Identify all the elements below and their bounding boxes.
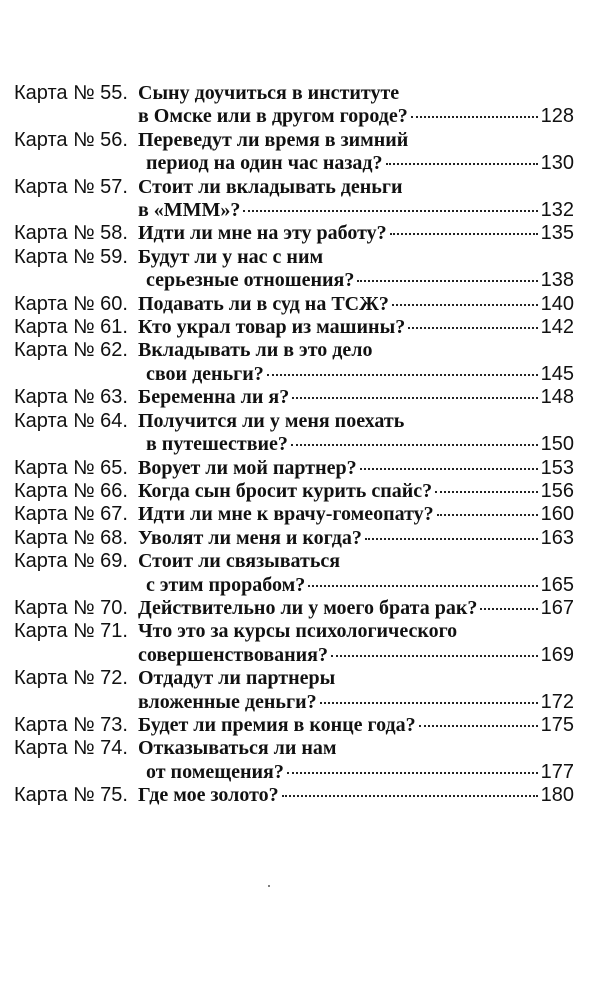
toc-entry-title — [138, 222, 574, 245]
toc-entry — [14, 339, 574, 386]
toc-entry-final-line — [138, 457, 574, 480]
dot-leader — [287, 772, 538, 774]
toc-entry-final-line — [138, 433, 574, 456]
page-number: 128 — [540, 105, 574, 128]
toc-entry-title — [138, 410, 574, 457]
toc-entry-title-text: Подавать ли в суд на ТСЖ? — [138, 292, 389, 315]
toc-entry — [14, 386, 574, 409]
toc-entry-label: Карта № 71. — [14, 620, 128, 643]
toc-entry-title-text: период на один час назад? — [146, 152, 383, 175]
dot-leader — [392, 304, 538, 306]
toc-entry-title — [138, 316, 574, 339]
toc-entry-label: Карта № 67. — [14, 503, 128, 526]
toc-entry — [14, 737, 574, 784]
toc-entry-title-line: Отдадут ли партнеры — [138, 667, 336, 690]
dot-leader — [408, 327, 537, 329]
toc-entry — [14, 410, 574, 457]
toc-entry-label: Карта № 72. — [14, 667, 128, 690]
toc-entry-title-text: от помещения? — [146, 760, 284, 783]
page-number: 163 — [540, 526, 574, 549]
toc-entry-label: Карта № 74. — [14, 737, 128, 760]
toc-entry-final-line — [138, 222, 574, 245]
toc-entry-title-text: Будет ли премия в конце года? — [138, 713, 416, 736]
page-number: 177 — [540, 760, 574, 783]
toc-entry — [14, 129, 574, 176]
dot-leader — [435, 491, 537, 493]
toc-entry-title — [138, 246, 574, 293]
toc-entry-final-line — [138, 316, 574, 339]
toc-entry-title-text: Идти ли мне к врачу-гомеопату? — [138, 503, 434, 526]
page-number: 145 — [540, 362, 574, 385]
toc-entry-label: Карта № 55. — [14, 82, 128, 104]
toc-entry-title — [138, 667, 574, 714]
toc-entry-title — [138, 386, 574, 409]
toc-entry-title-text: в «МММ»? — [138, 199, 241, 222]
toc-entry-title — [138, 527, 574, 550]
dot-leader — [480, 608, 537, 610]
toc-entry-label: Карта № 56. — [14, 128, 128, 151]
toc-entry — [14, 457, 574, 480]
toc-entry-label: Карта № 66. — [14, 479, 128, 502]
page-number: 140 — [540, 292, 574, 315]
toc-entry-label: Карта № 62. — [14, 339, 128, 362]
toc-entry-final-line — [138, 597, 574, 620]
toc-entry-title — [138, 714, 574, 737]
dot-leader — [291, 444, 538, 446]
toc-entry — [14, 176, 574, 223]
toc-entry-final-line — [138, 293, 574, 316]
dot-leader — [386, 163, 538, 165]
toc-entry-title — [138, 457, 574, 480]
toc-entry — [14, 620, 574, 667]
dot-leader — [282, 795, 538, 797]
page-number: 165 — [540, 573, 574, 596]
toc-entry-final-line — [138, 480, 574, 503]
dot-leader — [437, 514, 538, 516]
page-number: 160 — [540, 503, 574, 526]
page-number: 138 — [540, 269, 574, 292]
toc-entry — [14, 293, 574, 316]
page-number: 132 — [540, 199, 574, 222]
toc-entry-title — [138, 550, 574, 597]
toc-entry — [14, 316, 574, 339]
dot-leader — [357, 280, 537, 282]
toc-entry-title-line: Сыну доучиться в институте — [138, 82, 400, 104]
toc-entry-title-line: Стоит ли связываться — [138, 550, 341, 573]
toc-entry-label: Карта № 64. — [14, 409, 128, 432]
toc-entry — [14, 222, 574, 245]
toc-entry — [14, 246, 574, 293]
dot-leader — [243, 210, 537, 212]
toc-entry — [14, 503, 574, 526]
toc-entry-title-text: Идти ли мне на эту работу? — [138, 222, 387, 245]
toc-entry-label: Карта № 68. — [14, 526, 128, 549]
toc-entry — [14, 597, 574, 620]
dot-leader — [331, 655, 538, 657]
toc-entry-final-line — [138, 527, 574, 550]
toc-entry-title-line: Будут ли у нас с ним — [138, 245, 324, 268]
toc-entry-title-text: в путешествие? — [146, 433, 288, 456]
toc-entry — [14, 667, 574, 714]
page-number: 156 — [540, 479, 574, 502]
toc-entry — [14, 82, 574, 129]
toc-entry-title — [138, 129, 574, 176]
toc-entry-title — [138, 620, 574, 667]
page-number: 180 — [540, 784, 574, 807]
toc-entry-title-text: Ворует ли мой партнер? — [138, 456, 357, 479]
toc-entry — [14, 714, 574, 737]
toc-entry-title-text: Действительно ли у моего брата рак? — [138, 596, 478, 619]
toc-entry-final-line — [138, 363, 574, 386]
toc-entry-final-line — [138, 784, 574, 807]
toc-entry-title-line: Что это за курсы психологического — [138, 620, 458, 643]
toc-entry-final-line — [138, 574, 574, 597]
toc-entry-title-line: Вкладывать ли в это дело — [138, 339, 373, 362]
toc-entry-title-text: вложенные деньги? — [138, 690, 317, 713]
toc-entry-title — [138, 737, 574, 784]
toc-entry — [14, 784, 574, 807]
toc-entry-title — [138, 597, 574, 620]
toc-entry-final-line — [138, 644, 574, 667]
toc-entry-label: Карта № 69. — [14, 550, 128, 573]
dot-leader — [419, 725, 538, 727]
dot-leader — [267, 374, 538, 376]
table-of-contents — [14, 82, 574, 808]
toc-entry-label: Карта № 57. — [14, 175, 128, 198]
toc-entry-title — [138, 339, 574, 386]
toc-entry-title — [138, 503, 574, 526]
page-number: 148 — [540, 386, 574, 409]
toc-entry-title-text: свои деньги? — [146, 362, 264, 385]
toc-entry-final-line — [138, 503, 574, 526]
toc-entry-title — [138, 82, 574, 129]
page-number: 172 — [540, 690, 574, 713]
toc-entry-title-line: Отказываться ли нам — [138, 737, 337, 760]
dot-leader — [308, 585, 537, 587]
toc-entry-title-text: Беременна ли я? — [138, 386, 290, 409]
toc-entry-title-line: Стоит ли вкладывать деньги — [138, 175, 403, 198]
toc-entry-title-text: Уволят ли меня и когда? — [138, 526, 362, 549]
toc-entry-title-text: Кто украл товар из машины? — [138, 316, 406, 339]
page-number: 169 — [540, 643, 574, 666]
toc-entry-label: Карта № 63. — [14, 386, 128, 409]
dot-leader — [390, 233, 538, 235]
toc-entry-label: Карта № 59. — [14, 245, 128, 268]
toc-entry-title-text: Когда сын бросит курить спайс? — [138, 479, 433, 502]
toc-entry-title — [138, 176, 574, 223]
toc-entry-label: Карта № 73. — [14, 713, 128, 736]
dot-leader — [292, 397, 537, 399]
toc-entry-label: Карта № 75. — [14, 784, 128, 807]
toc-entry-final-line — [138, 714, 574, 737]
toc-entry-final-line — [138, 386, 574, 409]
page-number: 142 — [540, 316, 574, 339]
dot-leader — [365, 538, 538, 540]
toc-entry-final-line — [138, 105, 574, 128]
page-number: 135 — [540, 222, 574, 245]
page-number: 150 — [540, 433, 574, 456]
dot-leader — [320, 702, 538, 704]
toc-entry-title-text: Где мое золото? — [138, 784, 279, 807]
toc-entry-label: Карта № 61. — [14, 316, 128, 339]
toc-entry-title — [138, 293, 574, 316]
toc-entry-label: Карта № 70. — [14, 596, 128, 619]
toc-entry-title-text: с этим прорабом? — [146, 573, 306, 596]
toc-entry-label: Карта № 58. — [14, 222, 128, 245]
toc-entry-final-line — [138, 152, 574, 175]
toc-entry-title-text: в Омске или в другом городе? — [138, 105, 408, 128]
toc-entry-title-line: Получится ли у меня поехать — [138, 409, 405, 432]
toc-entry-title-line: Переведут ли время в зимний — [138, 128, 409, 151]
toc-entry-label: Карта № 60. — [14, 292, 128, 315]
toc-entry-final-line — [138, 691, 574, 714]
toc-entry — [14, 527, 574, 550]
page-speck — [268, 885, 270, 887]
toc-entry-title-text: совершенствования? — [138, 643, 328, 666]
toc-entry-final-line — [138, 761, 574, 784]
toc-entry — [14, 550, 574, 597]
page-number: 167 — [540, 596, 574, 619]
dot-leader — [360, 468, 538, 470]
dot-leader — [411, 116, 538, 118]
toc-entry-final-line — [138, 269, 574, 292]
toc-entry-label: Карта № 65. — [14, 456, 128, 479]
page-number: 153 — [540, 456, 574, 479]
toc-entry — [14, 480, 574, 503]
toc-entry-title — [138, 784, 574, 807]
toc-entry-title — [138, 480, 574, 503]
toc-entry-final-line — [138, 199, 574, 222]
page-number: 130 — [540, 152, 574, 175]
toc-entry-title-text: серьезные отношения? — [146, 269, 355, 292]
page-number: 175 — [540, 713, 574, 736]
